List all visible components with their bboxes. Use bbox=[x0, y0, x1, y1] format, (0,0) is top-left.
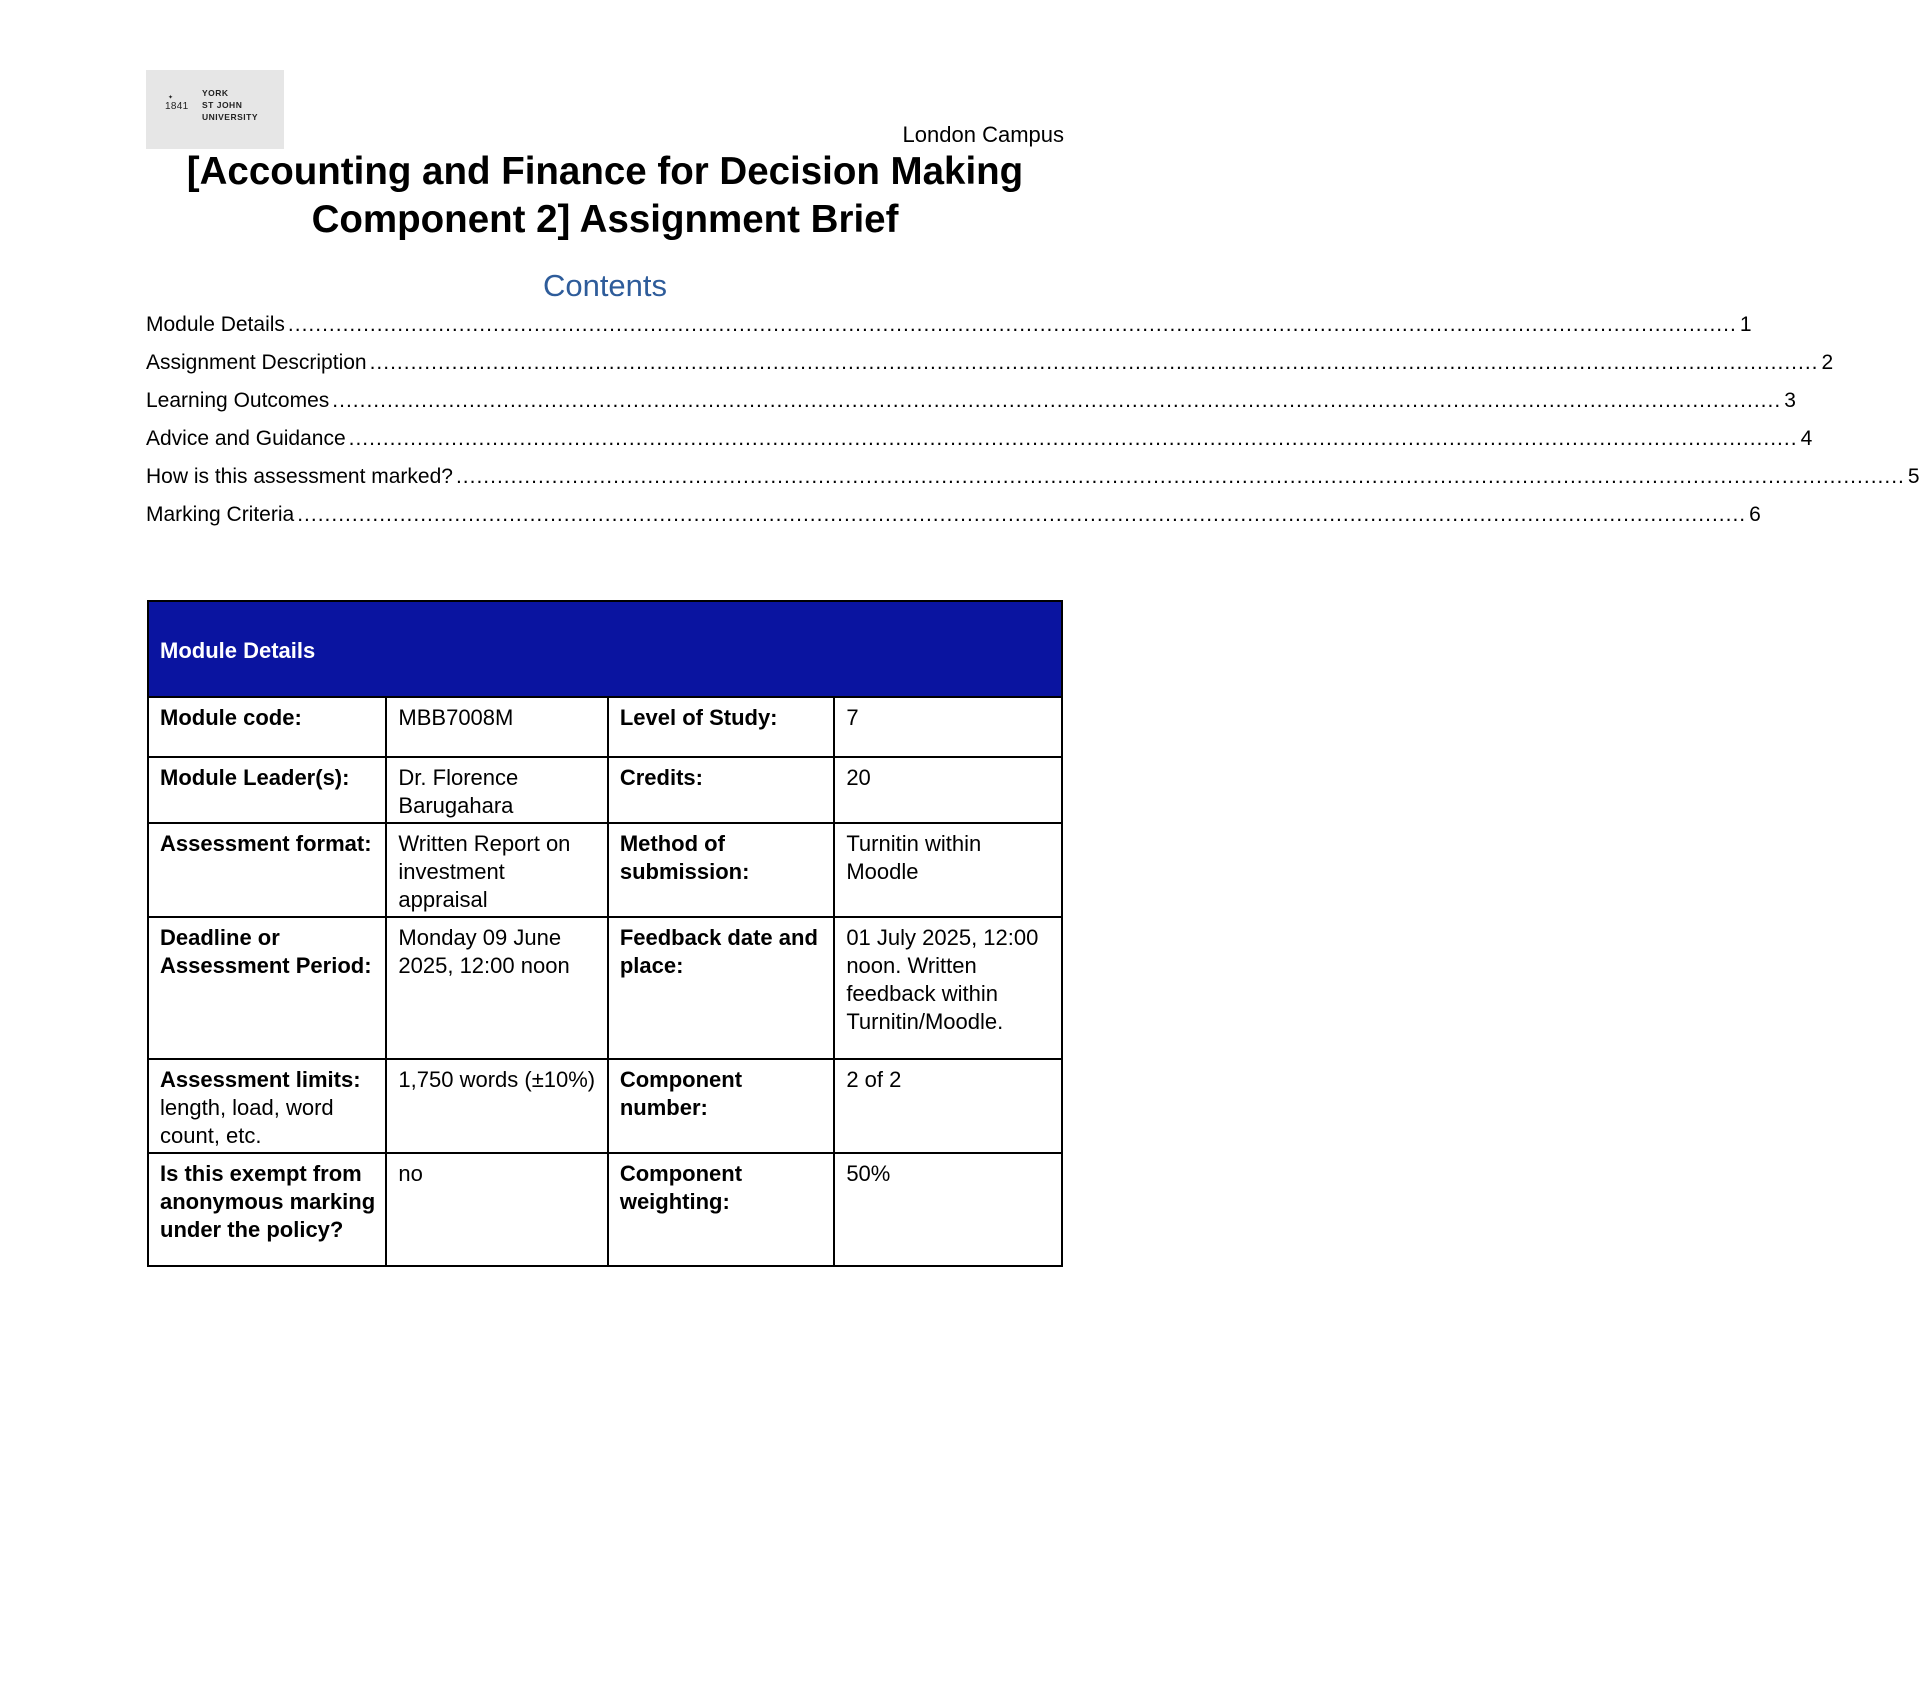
toc-entry-label: Module Details bbox=[146, 313, 285, 336]
toc-leader: .................................................................................................................................................................................................................... bbox=[287, 313, 1737, 336]
assessment-format-label: Assessment format: bbox=[148, 823, 386, 917]
component-number-label: Component number: bbox=[608, 1059, 834, 1153]
table-row bbox=[148, 917, 1062, 1059]
campus-label: London Campus bbox=[902, 122, 1064, 147]
university-logo bbox=[146, 70, 284, 149]
level-of-study-label: Level of Study: bbox=[608, 697, 834, 757]
component-number-value: 2 of 2 bbox=[834, 1059, 1062, 1153]
toc-entry-label: Marking Criteria bbox=[146, 503, 295, 526]
anonymous-marking-label: Is this exempt from anonymous marking under the policy? bbox=[148, 1153, 386, 1266]
toc-entry-assignment-description[interactable] bbox=[146, 344, 1834, 382]
toc-entry-page: 1 bbox=[1739, 313, 1752, 336]
assessment-limits-note: length, load, word count, etc. bbox=[160, 1095, 334, 1148]
toc-entry-page: 3 bbox=[1784, 389, 1796, 412]
module-code-label: Module code: bbox=[148, 697, 386, 757]
feedback-date-label: Feedback date and place: bbox=[608, 917, 834, 1059]
contents-heading: Contents bbox=[542, 268, 668, 303]
toc-entry-marking-criteria[interactable] bbox=[146, 496, 1761, 534]
toc-leader: .................................................................................................................................................................................................................... bbox=[348, 427, 1798, 450]
deadline-value: Monday 09 June 2025, 12:00 noon bbox=[386, 917, 607, 1059]
table-of-contents bbox=[146, 306, 1920, 534]
table-row bbox=[148, 697, 1062, 757]
toc-leader: .................................................................................................................................................................................................................... bbox=[332, 389, 1782, 412]
toc-entry-label: Learning Outcomes bbox=[146, 389, 330, 412]
toc-leader: .................................................................................................................................................................................................................... bbox=[369, 351, 1819, 374]
module-leader-value: Dr. Florence Barugahara bbox=[386, 757, 607, 823]
module-details-heading: Module Details bbox=[148, 601, 1062, 697]
module-leader-label: Module Leader(s): bbox=[148, 757, 386, 823]
logo-year: ✦ 1841 bbox=[165, 95, 189, 112]
toc-entry-advice-and-guidance[interactable] bbox=[146, 420, 1813, 458]
toc-entry-learning-outcomes[interactable] bbox=[146, 382, 1796, 420]
table-row bbox=[148, 1153, 1062, 1266]
assessment-format-value: Written Report on investment appraisal bbox=[386, 823, 607, 917]
level-of-study-value: 7 bbox=[834, 697, 1062, 757]
table-row bbox=[148, 757, 1062, 823]
document-title: [Accounting and Finance for Decision Making Component 2] Assignment Brief bbox=[186, 150, 1024, 241]
assessment-limits-label: Assessment limits: bbox=[160, 1067, 361, 1092]
deadline-label: Deadline or Assessment Period: bbox=[148, 917, 386, 1059]
toc-leader: .................................................................................................................................................................................................................... bbox=[455, 465, 1905, 488]
logo-wordmark: YORK ST JOHN UNIVERSITY bbox=[202, 88, 259, 122]
component-weighting-value: 50% bbox=[834, 1153, 1062, 1266]
toc-entry-label: How is this assessment marked? bbox=[146, 465, 453, 488]
toc-entry-page: 5 bbox=[1907, 465, 1920, 488]
module-details-table bbox=[147, 600, 1063, 1267]
credits-value: 20 bbox=[834, 757, 1062, 823]
method-of-submission-value: Turnitin within Moodle bbox=[834, 823, 1062, 917]
credits-label: Credits: bbox=[608, 757, 834, 823]
table-row bbox=[148, 1059, 1062, 1153]
table-header-row bbox=[148, 601, 1062, 697]
anonymous-marking-value: no bbox=[386, 1153, 607, 1266]
toc-entry-page: 6 bbox=[1749, 503, 1761, 526]
toc-entry-label: Advice and Guidance bbox=[146, 427, 346, 450]
toc-entry-how-marked[interactable] bbox=[146, 458, 1920, 496]
toc-leader: .................................................................................................................................................................................................................... bbox=[297, 503, 1747, 526]
method-of-submission-label: Method of submission: bbox=[608, 823, 834, 917]
assessment-limits-value: 1,750 words (±10%) bbox=[386, 1059, 607, 1153]
feedback-date-value: 01 July 2025, 12:00 noon. Written feedback within Turnitin/Moodle. bbox=[834, 917, 1062, 1059]
toc-entry-page: 2 bbox=[1821, 351, 1834, 374]
assessment-limits-cell bbox=[148, 1059, 386, 1153]
module-code-value: MBB7008M bbox=[386, 697, 607, 757]
toc-entry-label: Assignment Description bbox=[146, 351, 367, 374]
component-weighting-label: Component weighting: bbox=[608, 1153, 834, 1266]
toc-entry-module-details[interactable] bbox=[146, 306, 1752, 344]
table-row bbox=[148, 823, 1062, 917]
toc-entry-page: 4 bbox=[1800, 427, 1813, 450]
